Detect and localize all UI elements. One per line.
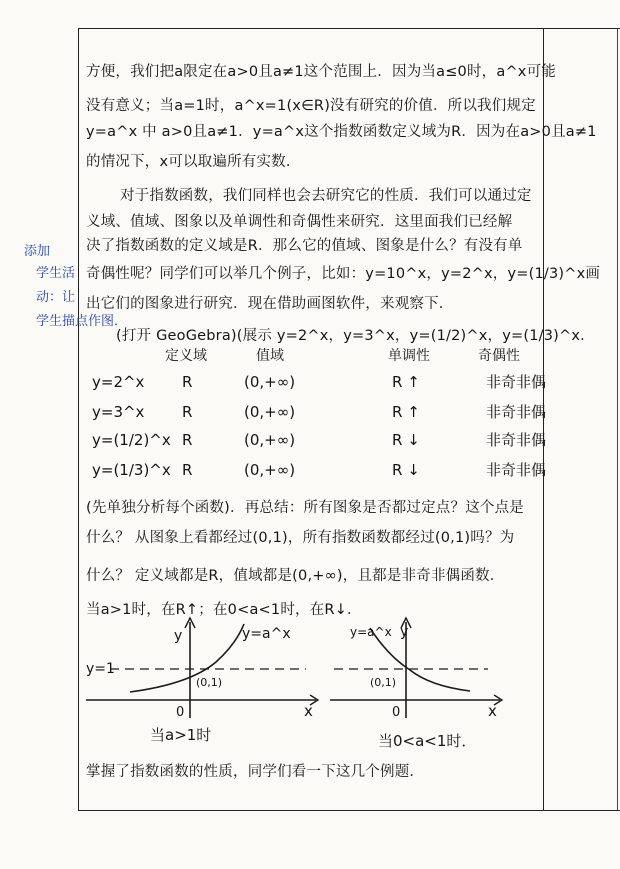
table-row-3-range: (0,+∞): [244, 431, 296, 449]
graph-right-caption: 当0<a<1时．: [378, 732, 477, 750]
text-line-8: 奇偶性呢？同学们可以举几个例子，比如：y=10^x，y=2^x，y=(1/3)^x画: [86, 266, 601, 282]
hline-label: y=1: [86, 661, 115, 677]
origin-label-left: 0: [176, 705, 185, 720]
table-row-2-parity: 非奇非偶: [486, 403, 547, 421]
table-row-4-parity: 非奇非偶: [486, 461, 547, 479]
text-line-1: 方便，我们把a限定在a>0且a≠1这个范围上．因为当a≤0时，a^x可能: [86, 64, 556, 80]
x-axis-label-right: x: [488, 702, 497, 720]
frame-left-rule: [78, 28, 79, 810]
curve-label-left: y=a^x: [242, 626, 291, 642]
summary-line-3: 什么？ 定义域都是R，值域都是(0,+∞)，且都是非奇非偶函数．: [86, 568, 505, 584]
table-row-2-domain: R: [182, 403, 193, 421]
table-row-1-range: (0,+∞): [244, 373, 296, 391]
table-header-parity: 奇偶性: [478, 348, 520, 364]
table-row-2-fn: y=3^x: [92, 403, 145, 421]
y-axis-label-right: y: [400, 624, 409, 640]
table-row-1-mono: R ↑: [392, 373, 420, 391]
text-line-2: 没有意义；当a=1时，a^x=1(x∈R)没有研究的价值．所以我们规定: [86, 98, 536, 114]
graph-a-greater-than-1: [86, 614, 326, 724]
point-label-left: (0,1): [196, 676, 223, 689]
table-row-3-mono: R ↓: [392, 431, 420, 449]
table-row-4-fn: y=(1/3)^x: [92, 461, 171, 479]
margin-note-4: 学生描点作图．: [36, 314, 128, 329]
text-line-6: 义域、值域、图象以及单调性和奇偶性来研究．这里面我们已经解: [86, 214, 513, 230]
summary-line-4: 当a>1时，在R↑；在0<a<1时，在R↓．: [86, 602, 362, 618]
curve-label-right: y=a^x: [350, 625, 392, 639]
frame-top-rule: [78, 28, 620, 29]
table-header-domain: 定义域: [165, 348, 207, 364]
table-row-2-mono: R ↑: [392, 403, 420, 421]
frame-bottom-rule: [78, 810, 620, 811]
table-row-2-range: (0,+∞): [244, 403, 296, 421]
graph-a-between-0-and-1: [330, 614, 510, 724]
text-line-5: 对于指数函数，我们同样也会去研究它的性质．我们可以通过定: [120, 188, 532, 204]
margin-note-3: 动：让: [36, 290, 76, 305]
table-row-4-mono: R ↓: [392, 461, 420, 479]
table-row-4-domain: R: [182, 461, 193, 479]
table-header-range: 值域: [256, 348, 284, 364]
table-row-3-parity: 非奇非偶: [486, 431, 547, 449]
text-line-9: 出它们的图象进行研究．现在借助画图软件，来观察下．: [86, 296, 454, 312]
summary-line-2: 什么？ 从图象上看都经过(0,1)，所有指数函数都经过(0,1)吗？为: [86, 530, 515, 546]
table-row-1-domain: R: [182, 373, 193, 391]
graph-left-caption: 当a>1时: [150, 726, 212, 744]
table-row-1-fn: y=2^x: [92, 373, 145, 391]
y-axis-label-left: y: [174, 628, 183, 644]
text-line-3: y=a^x 中 a>0且a≠1．y=a^x这个指数函数定义域为R．因为在a>0且a≠1: [86, 124, 597, 140]
origin-label-right: 0: [392, 705, 401, 720]
table-row-3-domain: R: [182, 431, 193, 449]
table-row-1-parity: 非奇非偶: [486, 373, 547, 391]
text-line-10: (打开 GeoGebra)(展示 y=2^x，y=3^x，y=(1/2)^x，y=(1/3)^x．: [116, 328, 595, 344]
curve-increasing: [130, 624, 244, 692]
margin-note-1: 添加: [24, 244, 51, 259]
point-label-right: (0,1): [370, 676, 397, 689]
table-row-3-fn: y=(1/2)^x: [92, 431, 171, 449]
margin-note-2: 学生活: [36, 266, 76, 281]
table-row-4-range: (0,+∞): [244, 461, 296, 479]
summary-line-1: (先单独分析每个函数)．再总结：所有图象是否都过定点？这个点是: [86, 500, 525, 516]
x-axis-label-left: x: [304, 702, 313, 720]
frame-edge-rule: [617, 28, 618, 810]
closing-line: 掌握了指数函数的性质，同学们看一下这几个例题．: [86, 764, 425, 780]
table-header-monotonicity: 单调性: [388, 348, 430, 364]
text-line-7: 决了指数函数的定义域是R．那么它的值域、图象是什么？有没有单: [86, 238, 523, 254]
text-line-4: 的情况下，x可以取遍所有实数．: [86, 154, 301, 170]
